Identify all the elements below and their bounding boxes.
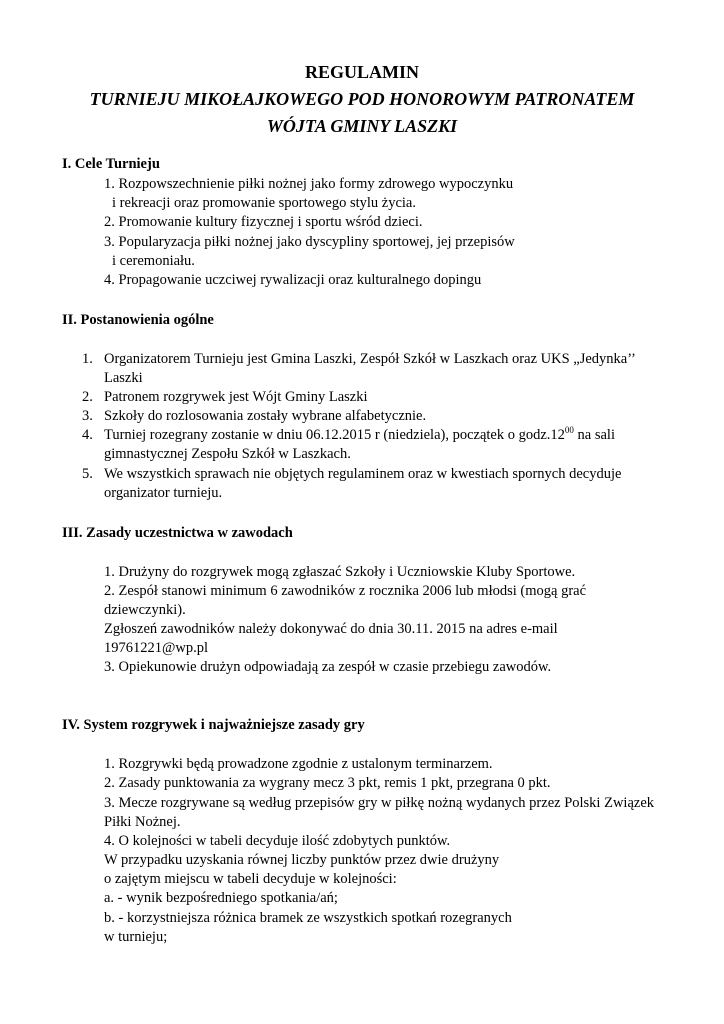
section-4-heading: IV. System rozgrywek i najważniejsze zasady gry (62, 717, 365, 733)
section-4-line: w turnieju; (104, 929, 168, 945)
section-3-line: 3. Opiekunowie drużyn odpowiadają za zespół w czasie przebiegu zawodów. (104, 659, 552, 675)
list-item-text-part: na sali (573, 427, 615, 443)
section-3-line: 1. Drużyny do rozgrywek mogą zgłaszać Szkoły i Uczniowskie Kluby Sportowe. (104, 564, 576, 580)
section-1-line: 2. Promowanie kultury fizycznej i sportu wśród dzieci. (104, 214, 423, 230)
list-item-text: organizator turnieju. (104, 485, 223, 501)
time-superscript: 00 (564, 425, 574, 435)
section-3-line: Zgłoszeń zawodników należy dokonywać do dnia 30.11. 2015 na adres e-mail (104, 621, 558, 637)
section-4-line: 2. Zasady punktowania za wygrany mecz 3 pkt, remis 1 pkt, przegrana 0 pkt. (104, 775, 551, 791)
section-1-line: 4. Propagowanie uczciwej rywalizacji oraz kulturalnego dopingu (104, 272, 482, 288)
section-3-heading: III. Zasady uczestnictwa w zawodach (62, 525, 293, 541)
list-item-text-part: Turniej rozegrany zostanie w dniu 06.12.2015 r (niedziela), początek o godz.12 (104, 427, 565, 443)
section-1-line: i rekreacji oraz promowanie sportowego stylu życia. (112, 195, 416, 211)
section-3-line: dziewczynki). (104, 602, 186, 618)
list-item-text: gimnastycznej Zespołu Szkół w Laszkach. (104, 446, 351, 462)
list-item-number: 4. (82, 427, 93, 443)
section-1-line: i ceremoniału. (112, 253, 195, 269)
document-subtitle-line-1: TURNIEJU MIKOŁAJKOWEGO POD HONOROWYM PATRONATEM (89, 89, 635, 109)
section-3-line: 2. Zespół stanowi minimum 6 zawodników z rocznika 2006 lub młodsi (mogą grać (104, 583, 587, 599)
list-item-text: We wszystkich sprawach nie objętych regulaminem oraz w kwestiach spornych decyduje (104, 466, 622, 482)
section-4-line: 3. Mecze rozgrywane są według przepisów gry w piłkę nożną wydanych przez Polski Związek (104, 795, 655, 811)
document-title: REGULAMIN (304, 62, 419, 82)
email-address: 19761221@wp.pl (104, 640, 208, 656)
section-4-line: o zajętym miejscu w tabeli decyduje w kolejności: (104, 871, 397, 887)
section-4-line: 1. Rozgrywki będą prowadzone zgodnie z ustalonym terminarzem. (104, 756, 493, 772)
list-item-text: Patronem rozgrywek jest Wójt Gminy Laszki (104, 389, 368, 405)
list-item-text: Laszki (104, 370, 143, 386)
section-4-line: b. - korzystniejsza różnica bramek ze wszystkich spotkań rozegranych (104, 910, 512, 926)
section-4-line: Piłki Nożnej. (104, 814, 181, 830)
list-item-text (104, 426, 615, 444)
section-1-line: 1. Rozpowszechnienie piłki nożnej jako formy zdrowego wypoczynku (104, 176, 514, 192)
section-1-line: 3. Popularyzacja piłki nożnej jako dyscypliny sportowej, jej przepisów (104, 234, 515, 250)
section-4-line: 4. O kolejności w tabeli decyduje ilość zdobytych punktów. (104, 833, 451, 849)
section-4-line: W przypadku uzyskania równej liczby punktów przez dwie drużyny (104, 852, 500, 868)
list-item-number: 3. (82, 408, 93, 424)
list-item-text: Szkoły do rozlosowania zostały wybrane alfabetycznie. (104, 408, 427, 424)
list-item-text: Organizatorem Turnieju jest Gmina Laszki, Zespół Szkół w Laszkach oraz UKS „Jedynka’’ (104, 351, 636, 367)
section-2-heading: II. Postanowienia ogólne (62, 312, 214, 328)
list-item-number: 5. (82, 466, 93, 482)
section-1-heading: I. Cele Turnieju (62, 156, 160, 172)
list-item-number: 2. (82, 389, 93, 405)
section-4-line: a. - wynik bezpośredniego spotkania/ań; (104, 890, 338, 906)
list-item-number: 1. (82, 351, 93, 367)
document-subtitle-line-2: WÓJTA GMINY LASZKI (266, 116, 458, 136)
